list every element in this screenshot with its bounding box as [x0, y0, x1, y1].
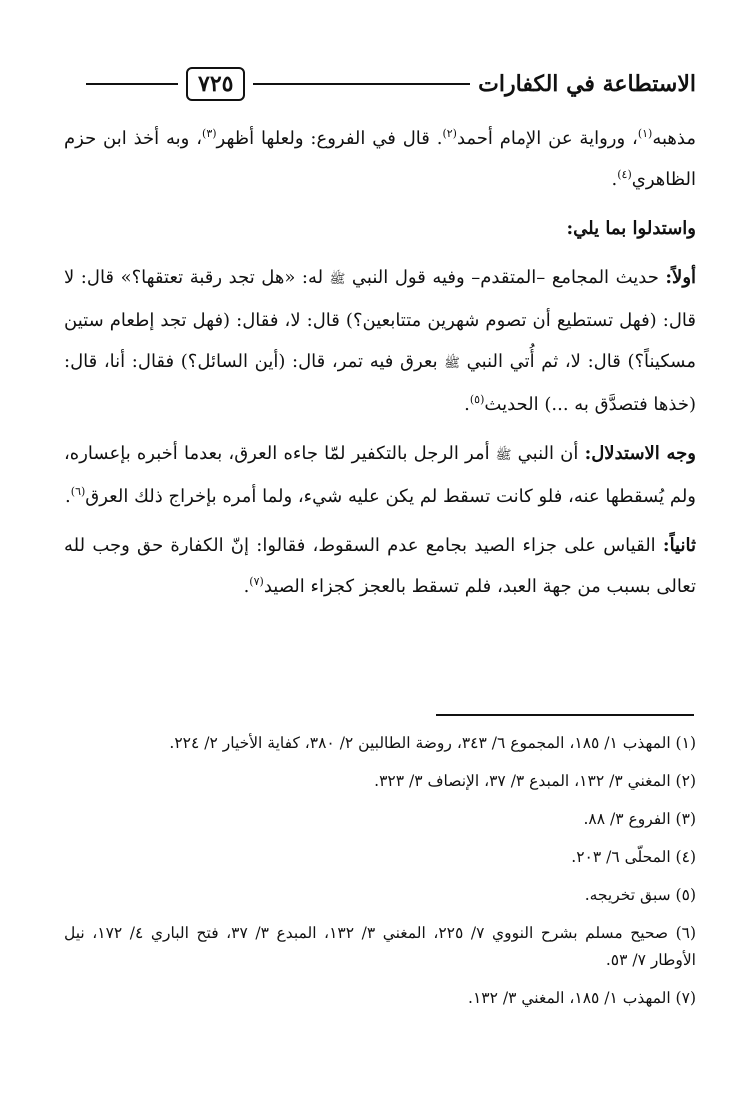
header-rule-middle [253, 83, 470, 85]
text-run: ، ورواية عن الإمام أحمد [456, 128, 638, 149]
text-run: بعرق فيه تمر، قال: (أين السائل؟) فقال: أنا، قال: (خذها فتصدَّق به ...) الحديث [64, 351, 696, 415]
page-number: ٧٢٥ [186, 67, 245, 101]
footnote-4: (٤) المحلّى ٦/ ٢٠٣. [571, 848, 696, 866]
running-title: الاستطاعة في الكفارات [478, 71, 696, 97]
header-rule-left [86, 83, 178, 85]
footnote-3: (٣) الفروع ٣/ ٨٨. [583, 810, 696, 828]
paragraph-2-heading: واستدلوا بما يلي: [566, 218, 696, 239]
footnote-5: (٥) سبق تخريجه. [584, 886, 696, 904]
paragraph-4 [64, 433, 696, 517]
text-run: . [243, 576, 250, 597]
text-run: حديث المجامع –المتقدم– وفيه قول النبي [345, 267, 666, 288]
footnote-separator [436, 714, 694, 716]
text-run: مذهبه [652, 128, 697, 149]
main-text [64, 118, 696, 607]
page-header [86, 64, 696, 104]
footnotes [64, 730, 696, 1023]
footnote-ref-4: (٤) [617, 168, 632, 181]
text-run: . [611, 169, 618, 190]
section-label: أولاً: [665, 267, 697, 288]
footnote-ref-6: (٦) [70, 485, 86, 498]
footnote-ref-3: (٣) [202, 127, 217, 140]
section-label: ثانياً: [662, 535, 696, 556]
text-run: القياس على جزاء الصيد بجامع عدم السقوط، فقالوا: إنّ الكفارة حق وجب لله تعالى بسبب من جهة العبد، فلم تسقط بالعجز كجزاء الصيد [64, 535, 696, 597]
footnote-ref-1: (١) [637, 127, 653, 140]
honorific-glyph: ﷺ [329, 272, 346, 287]
honorific-glyph: ﷺ [495, 448, 512, 463]
paragraph-1 [64, 118, 696, 200]
footnote-2: (٢) المغني ٣/ ١٣٢، المبدع ٣/ ٣٧، الإنصاف ٣/ ٣٢٣. [374, 772, 696, 790]
footnote-ref-5: (٥) [469, 393, 485, 406]
footnote-ref-7: (٧) [249, 575, 264, 588]
section-label: وجه الاستدلال: [584, 443, 696, 464]
paragraph-3 [64, 257, 696, 425]
footnote-7: (٧) المهذب ١/ ١٨٥، المغني ٣/ ١٣٢. [468, 989, 696, 1007]
footnote-ref-2: (٢) [442, 127, 457, 140]
text-run: . [464, 394, 470, 415]
text-run: ، وبه أخذ ابن حزم الظاهري [64, 128, 696, 190]
text-run: أن النبي [511, 443, 585, 464]
text-run: . قال في الفروع: ولعلها أظهر [216, 128, 443, 149]
footnote-1: (١) المهذب ١/ ١٨٥، المجموع ٦/ ٣٤٣، روضة الطالبين ٢/ ٣٨٠، كفاية الأخيار ٢/ ٢٢٤. [169, 734, 696, 752]
footnote-6: (٦) صحيح مسلم بشرح النووي ٧/ ٢٢٥، المغني ٣/ ١٣٢، المبدع ٣/ ٣٧، فتح الباري ٤/ ١٧٢، نيل الأوطار ٧/ ٥٣. [64, 924, 697, 969]
text-run: . [65, 486, 71, 507]
paragraph-5 [64, 525, 696, 607]
text-run: أمر الرجل بالتكفير لمّا جاءه العرق، بعدما أخبره بإعساره، ولم يُسقطها عنه، فلو كانت تسقط لم يكن عليه شيء، ولما أمره بإخراج ذلك العرق [64, 443, 696, 507]
honorific-glyph: ﷺ [444, 356, 460, 371]
text-run: له: «هل تجد رقبة تعتقها؟» قال: لا قال: (فهل تستطيع أن تصوم شهرين متتابعين؟) قال: لا، فقال: (فهل تجد إطعام ستين مسكيناً؟) قال: لا، ثم أُتي النبي [64, 267, 697, 372]
